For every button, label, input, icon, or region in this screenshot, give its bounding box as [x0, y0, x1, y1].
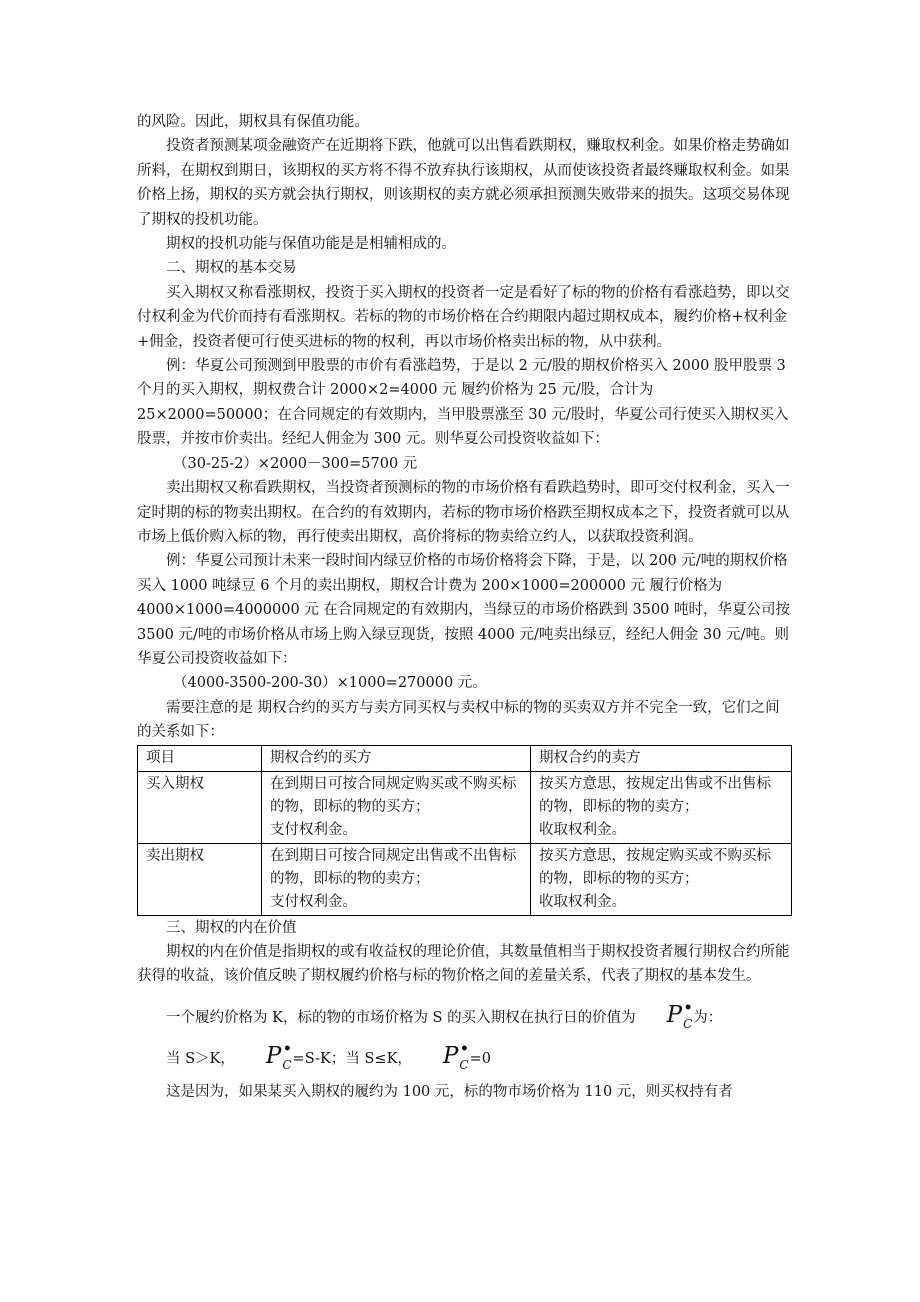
cell-line: 按买方意思，按规定出售或不出售标的物，即标的物的卖方； [539, 775, 771, 815]
symbol-dot: • [282, 1041, 292, 1058]
paragraph: 投资者预测某项金融资产在近期将下跌，他就可以出售看跌期权，赚取权利金。如果价格走势确如所料，在期权到期日，该期权的买方将不得不放弃执行该期权，从而使该投资者最终赚取权利金。如果价格上扬，期权的买方就会执行期权，则该期权的卖方就必须承担预测失败带来的损失。这项交易体现了期权的投机功能。 [137, 138, 790, 228]
formula-text: 当 S＞K， [166, 1051, 235, 1068]
table-header-cell: 期权合约的卖方 [531, 745, 792, 771]
cell-line: 按买方意思，按规定购买或不购买标的物，即标的物的买方； [539, 847, 771, 887]
paragraph: 买入期权又称看涨期权，投资于买入期权的投资者一定是看好了标的物的价格有看涨趋势，即以交付权利金为代价而持有看涨期权。若标的物的市场价格在合约期限内超过期权成本，履约价格+权利金+佣金，投资者便可行使买进标的物的权利，再以市场价格卖出标的物，从中获利。 [137, 284, 790, 350]
cell-line: 在到期日可按合同规定出售或不出售标的物，即标的物的卖方； [270, 847, 517, 887]
formula-text: 一个履约价格为 K，标的物的市场价格为 S 的买入期权在执行日的价值为 [166, 1009, 636, 1026]
paragraph: 期权的内在价值是指期权的或有收益权的理论价值，其数量值相当于期权投资者履行期权合约所能获得的收益，该价值反映了期权履约价格与标的物价格之间的差量关系，代表了期权的基本发生。 [137, 943, 790, 985]
table-header-cell: 期权合约的买方 [262, 745, 531, 771]
table-cell-buyer [262, 771, 531, 843]
symbol-dot: • [459, 1041, 469, 1058]
symbol-subscript: C [459, 1058, 469, 1073]
table-cell-item: 卖出期权 [138, 843, 262, 915]
symbol-letter: P [265, 1043, 282, 1070]
options-table [137, 745, 792, 916]
pc-symbol [414, 1041, 469, 1073]
symbol-subscript: C [282, 1058, 292, 1073]
formula-text: =0 [469, 1051, 491, 1068]
table-row [138, 771, 792, 843]
formula-text: =S-K；当 S≤K， [292, 1051, 412, 1068]
document-page [137, 110, 792, 1104]
pc-symbol [237, 1041, 292, 1073]
table-cell-buyer [262, 843, 531, 915]
paragraph: 卖出期权又称看跌期权，当投资者预测标的物的市场价格有看跌趋势时，即可交付权利金，买入一定时期的标的物卖出期权。在合约的有效期内，若标的物市场价格跌至期权成本之下，投资者就可以从市场上低价购入标的物，再行使卖出期权，高价将标的物卖给立约人，以获取投资利润。 [137, 480, 790, 545]
cell-line: 收取权利金。 [539, 893, 626, 910]
formula-text: 为： [693, 1009, 723, 1026]
symbol-dot: • [683, 999, 693, 1016]
calculation: （30-25-2）×2000－300=5700 元 [173, 455, 418, 472]
symbol-subscript: C [683, 1016, 693, 1031]
example-paragraph: 例：华夏公司预计未来一段时间内绿豆价格的市场价格将会下降，于是，以 200 元/吨的期权价格买入 1000 吨绿豆 6 个月的卖出期权，期权合计费为 200×1000=200000 元 履行价格为 4000×1000=4000000 元 在合同规定的有效期内，当绿豆的市场价格跌到 3500 吨时，华夏公司按 3500 元/吨的市场价格从市场上购入绿豆现货，按照 4000 元/吨卖出绿豆，经纪人佣金 30 元/吨。则华夏公司投资收益如下： [137, 553, 791, 667]
paragraph: 的风险。因此，期权具有保值功能。 [137, 114, 369, 130]
paragraph: 需要注意的是 期权合约的买方与卖方同买权与卖权中标的物的买卖双方并不完全一致，它们之间的关系如下： [137, 699, 780, 741]
cell-line: 支付权利金。 [270, 821, 357, 838]
symbol-letter: P [666, 1001, 683, 1028]
formula-paragraph [137, 999, 792, 1031]
section-heading: 二、期权的基本交易 [166, 260, 297, 277]
cell-line: 在到期日可按合同规定购买或不购买标的物，即标的物的买方； [270, 775, 517, 815]
paragraph: 这是因为，如果某买入期权的履约为 100 元，标的物市场价格为 110 元，则买权持有者 [166, 1083, 733, 1100]
table-cell-seller [531, 843, 792, 915]
table-header-row [138, 745, 792, 771]
calculation: （4000-3500-200-30）×1000=270000 元。 [173, 675, 487, 692]
paragraph: 期权的投机功能与保值功能是是相辅相成的。 [166, 236, 456, 253]
section-heading: 三、期权的内在价值 [166, 919, 297, 936]
table-cell-seller [531, 771, 792, 843]
table-cell-item: 买入期权 [138, 771, 262, 843]
cell-line: 收取权利金。 [539, 821, 626, 838]
table-header-cell: 项目 [138, 745, 262, 771]
table-row [138, 843, 792, 915]
cell-line: 支付权利金。 [270, 893, 357, 910]
pc-symbol [638, 999, 693, 1031]
example-paragraph: 例：华夏公司预测到甲股票的市价有看涨趋势，于是以 2 元/股的期权价格买入 2000 股甲股票 3 个月的买入期权，期权费合计 2000×2=4000 元 履约价格为 25 元/股，合计为 25×2000=50000；在合同规定的有效期内，当甲股票涨至 30 元/股时，华夏公司行使买入期权买入股票，并按市价卖出。经纪人佣金为 300 元。则华夏公司投资收益如下： [137, 358, 789, 448]
formula-paragraph [137, 1041, 792, 1073]
symbol-letter: P [442, 1043, 459, 1070]
